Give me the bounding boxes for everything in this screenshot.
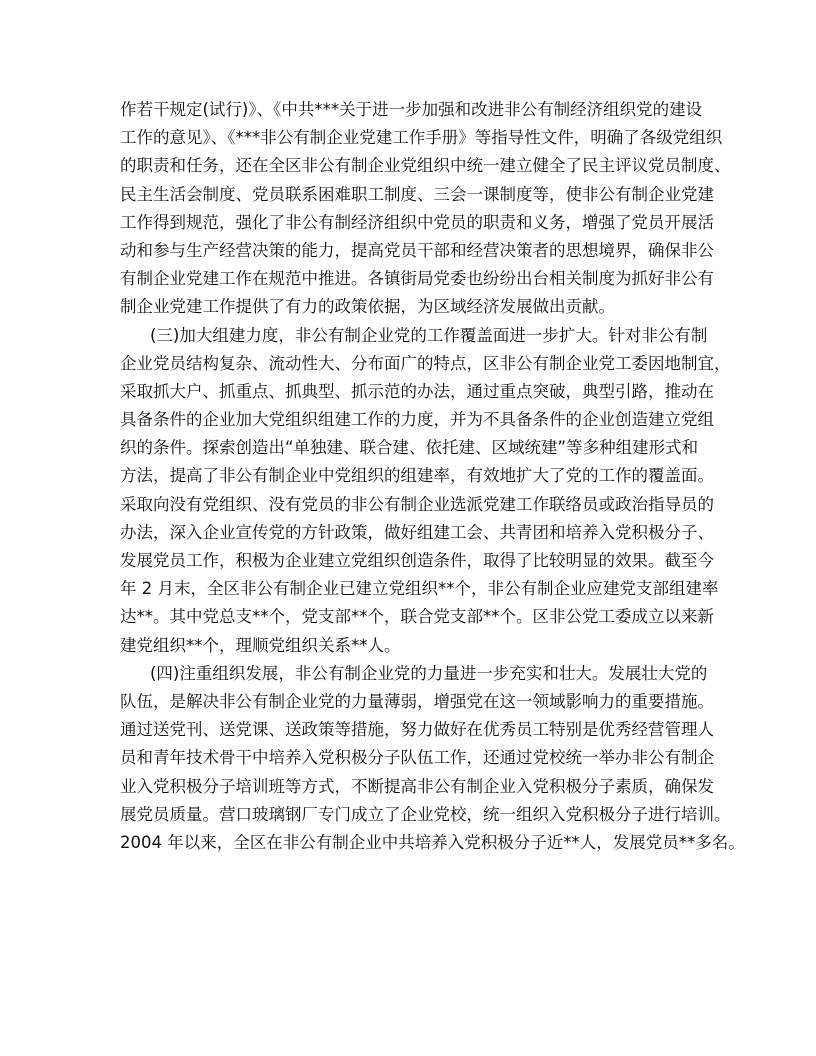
text-line: 业入党积极分子培训班等方式，不断提高非公有制企业入党积极分子素质，确保发: [120, 776, 714, 796]
text-line: 队伍，是解决非公有制企业党的力量薄弱，增强党在这一领域影响力的重要措施。: [120, 691, 714, 711]
text-line: 的职责和任务，还在全区非公有制企业党组织中统一建立健全了民主评议党员制度、: [120, 156, 731, 176]
text-line: 作若干规定(试行)》、《中共***关于进一步加强和改进非公有制经济组织党的建设: [120, 100, 703, 119]
text-line: 采取向没有党组织、没有党员的非公有制企业选派党建工作联络员或政治指导员的: [120, 494, 714, 514]
section-heading-line: (四)注重组织发展，非公有制企业党的力量进一步充实和壮大。发展壮大党的: [150, 663, 708, 683]
text-line: 制企业党建工作提供了有力的政策依据，为区域经济发展做出贡献。: [120, 297, 615, 317]
text-line: 有制企业党建工作在规范中推进。各镇街局党委也纷纷出台相关制度为抓好非公有: [120, 269, 714, 289]
text-line: 工作的意见》、《***非公有制企业党建工作手册》等指导性文件，明确了各级党组织: [120, 128, 723, 148]
text-line: 具备条件的企业加大党组织组建工作的力度，并为不具备条件的企业创造建立党组: [120, 410, 714, 430]
text-line: 通过送党刊、送党课、送政策等措施，努力做好在优秀员工特别是优秀经营管理人: [120, 720, 714, 740]
text-line: 办法，深入企业宣传党的方针政策，做好组建工会、共青团和培养入党积极分子、: [120, 522, 714, 542]
text-line: 方法，提高了非公有制企业中党组织的组建率，有效地扩大了党的工作的覆盖面。: [120, 466, 714, 486]
text-line: 织的条件。探索创造出“单独建、联合建、依托建、区域统建”等多种组建形式和: [120, 438, 699, 458]
text-line: 年 2 月末，全区非公有制企业已建立党组织**个，非公有制企业应建党支部组建率: [120, 579, 719, 599]
text-line: 2004 年以来，全区在非公有制企业中共培养入党积极分子近**人，发展党员**多名。: [120, 832, 745, 852]
text-line: 民主生活会制度、党员联系困难职工制度、三会一课制度等，使非公有制企业党建: [120, 184, 714, 204]
text-line: 展党员质量。营口玻璃钢厂专门成立了企业党校，统一组织入党积极分子进行培训。: [120, 804, 731, 824]
text-line: 采取抓大户、抓重点、抓典型、抓示范的办法，通过重点突破，典型引路，推动在: [120, 381, 714, 401]
section-heading-line: (三)加大组建力度，非公有制企业党的工作覆盖面进一步扩大。针对非公有制: [150, 325, 708, 345]
body-text: [120, 96, 745, 857]
text-line: 动和参与生产经营决策的能力，提高党员干部和经营决策者的思想境界，确保非公: [120, 240, 714, 260]
text-line: 建党组织**个，理顺党组织关系**人。: [120, 635, 401, 655]
text-line: 工作得到规范，强化了非公有制经济组织中党员的职责和义务，增强了党员开展活: [120, 212, 714, 232]
text-line: 发展党员工作，积极为企业建立党组织创造条件，取得了比较明显的效果。截至今: [120, 551, 714, 570]
text-line: 员和青年技术骨干中培养入党积极分子队伍工作，还通过党校统一举办非公有制企: [120, 748, 714, 768]
text-line: 达**。其中党总支**个，党支部**个，联合党支部**个。区非公党工委成立以来新: [120, 607, 714, 627]
text-line: 企业党员结构复杂、流动性大、分布面广的特点，区非公有制企业党工委因地制宜，: [120, 353, 731, 373]
